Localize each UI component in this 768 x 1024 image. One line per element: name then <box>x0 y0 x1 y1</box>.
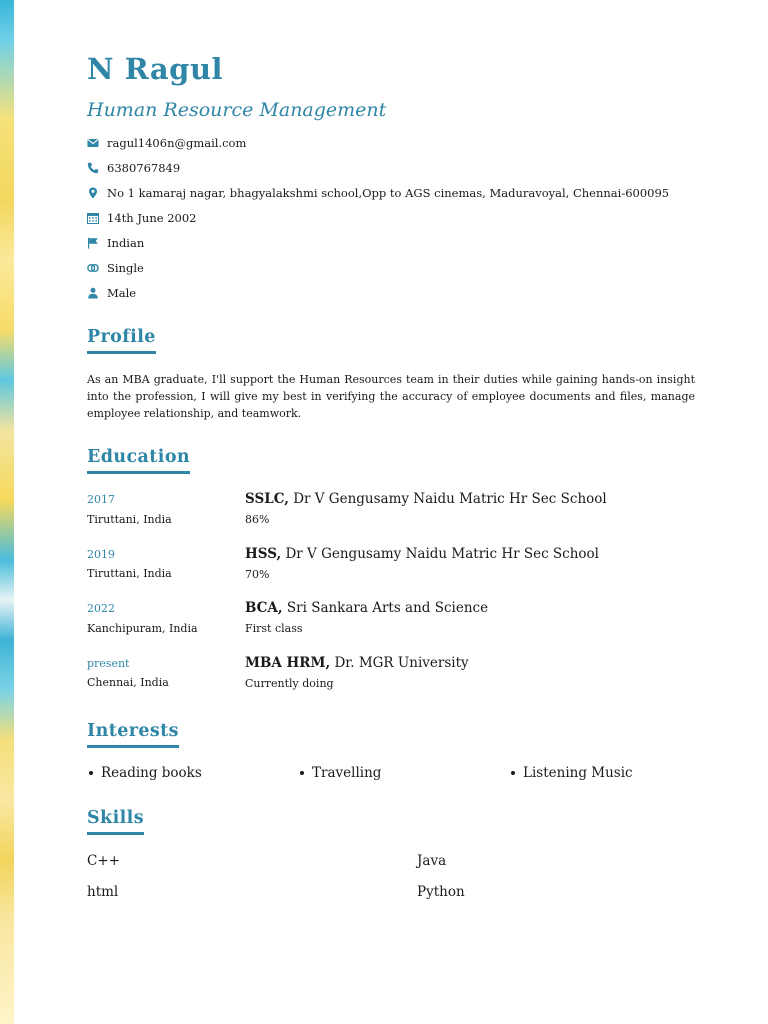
contact-text: Male <box>107 286 137 300</box>
edu-degree: HSS, <box>245 546 282 562</box>
calendar-icon <box>87 212 99 224</box>
edu-title <box>245 600 488 616</box>
phone-icon <box>87 162 99 174</box>
candidate-name: N Ragul <box>87 52 224 86</box>
bullet-icon <box>300 771 304 775</box>
edu-degree: MBA HRM, <box>245 655 331 671</box>
contact-text: Single <box>107 261 144 275</box>
section-title-profile: Profile <box>87 327 156 354</box>
skill-item: html <box>87 884 119 900</box>
contact-address <box>87 184 669 202</box>
edu-location: Tiruttani, India <box>87 567 172 580</box>
edu-school: Dr. MGR University <box>330 655 469 671</box>
interest-item <box>89 765 202 781</box>
rings-icon <box>87 262 99 274</box>
contact-text: 6380767849 <box>107 161 181 175</box>
edu-grade: 70% <box>245 568 270 581</box>
interest-item <box>300 765 381 781</box>
edu-grade: 86% <box>245 513 270 526</box>
profile-text: As an MBA graduate, I'll support the Human Resources team in their duties while gaining hands-on insight into the profession, I will give my best in verifying the accuracy of employee documents and files, manage employee relationship, and teamwork. <box>87 373 695 420</box>
edu-location: Kanchipuram, India <box>87 622 198 635</box>
section-title-interests: Interests <box>87 721 179 748</box>
edu-year: 2019 <box>87 548 115 561</box>
interest-item <box>511 765 633 781</box>
decorative-side-art <box>0 0 14 1024</box>
contact-birthdate <box>87 209 196 227</box>
contact-text: Indian <box>107 236 145 250</box>
skill-item: Python <box>417 884 465 900</box>
location-pin-icon <box>87 187 99 199</box>
contact-gender <box>87 284 136 302</box>
edu-school: Dr V Gengusamy Naidu Matric Hr Sec School <box>288 491 607 507</box>
skill-item: Java <box>417 853 447 869</box>
contact-nationality <box>87 234 144 252</box>
edu-school: Dr V Gengusamy Naidu Matric Hr Sec School <box>281 546 599 562</box>
edu-title <box>245 655 469 671</box>
contact-phone <box>87 159 180 177</box>
edu-location: Tiruttani, India <box>87 513 172 526</box>
edu-grade: First class <box>245 622 303 635</box>
bullet-icon <box>89 771 93 775</box>
edu-year: 2022 <box>87 602 115 615</box>
interest-label: Travelling <box>312 765 382 781</box>
edu-grade: Currently doing <box>245 677 334 690</box>
section-title-education: Education <box>87 447 190 474</box>
edu-school: Sri Sankara Arts and Science <box>282 600 489 616</box>
skill-item: C++ <box>87 853 120 869</box>
interest-label: Reading books <box>101 765 202 781</box>
interest-label: Listening Music <box>523 765 633 781</box>
candidate-role: Human Resource Management <box>87 99 387 121</box>
edu-title <box>245 491 607 507</box>
edu-title <box>245 546 599 562</box>
person-icon <box>87 287 99 299</box>
edu-location: Chennai, India <box>87 676 169 689</box>
contact-text: ragul1406n@gmail.com <box>107 136 247 150</box>
edu-year: present <box>87 657 130 670</box>
flag-icon <box>87 237 99 249</box>
section-title-skills: Skills <box>87 808 144 835</box>
contact-text: No 1 kamaraj nagar, bhagyalakshmi school,Opp to AGS cinemas, Maduravoyal, Chennai-600095 <box>107 186 670 200</box>
bullet-icon <box>511 771 515 775</box>
contact-text: 14th June 2002 <box>107 211 197 225</box>
edu-year: 2017 <box>87 493 115 506</box>
contact-marital-status <box>87 259 144 277</box>
contact-email <box>87 134 246 152</box>
edu-degree: BCA, <box>245 600 283 616</box>
email-icon <box>87 137 99 149</box>
edu-degree: SSLC, <box>245 491 289 507</box>
